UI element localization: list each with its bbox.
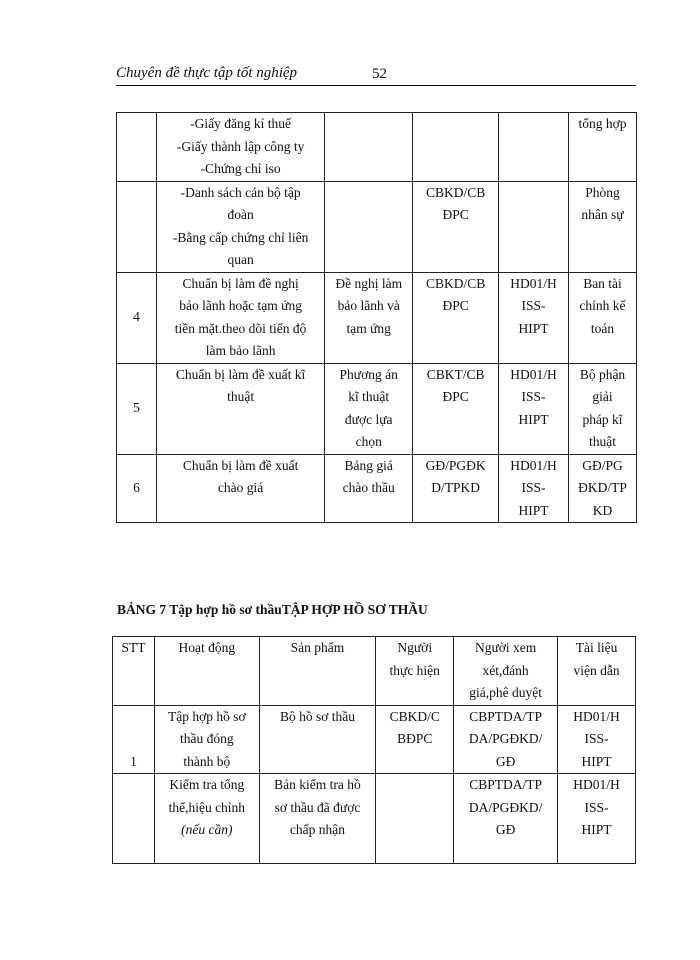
activity-text: đoàn bbox=[227, 207, 254, 222]
page-number: 52 bbox=[372, 66, 387, 82]
guide-text: HD01/H bbox=[510, 366, 557, 382]
product-cell bbox=[259, 705, 376, 774]
performer-text: CBKT/CB bbox=[426, 366, 485, 382]
guide-cell bbox=[499, 272, 569, 363]
performer-cell bbox=[413, 454, 499, 523]
activity-text: -Danh sách cán bộ tập bbox=[180, 184, 301, 200]
reviewer-cell bbox=[454, 774, 558, 864]
reviewer-text: GĐ bbox=[495, 753, 516, 769]
guide-cell bbox=[499, 181, 569, 272]
department-cell bbox=[569, 454, 637, 523]
product-text: tạm ứng bbox=[346, 320, 391, 336]
table-row bbox=[117, 181, 637, 272]
department-text: ĐKD/TP bbox=[578, 480, 627, 495]
department-cell bbox=[569, 113, 637, 182]
activity-cell bbox=[156, 181, 324, 272]
header-guide bbox=[558, 637, 636, 706]
table-row bbox=[113, 774, 636, 864]
guide-cell bbox=[558, 705, 636, 774]
activity-cell bbox=[156, 272, 324, 363]
activity-text: thuật bbox=[227, 389, 255, 404]
activity-text: -Giấy thành lập công ty bbox=[176, 138, 305, 154]
performer-text: ĐPC bbox=[442, 298, 469, 313]
guide-text: ISS- bbox=[584, 731, 609, 746]
department-cell bbox=[569, 272, 637, 363]
performer-cell bbox=[413, 363, 499, 454]
activity-text: Chuẩn bị làm đề xuất kĩ bbox=[175, 366, 306, 382]
activity-text: Chuẩn bị làm đề xuất bbox=[182, 457, 299, 473]
table-7-caption: BẢNG 7 Tập hợp hồ sơ thầuTẬP HỢP HỒ SƠ THẦU bbox=[117, 602, 428, 617]
department-text: giải bbox=[592, 389, 613, 404]
guide-text: HD01/H bbox=[510, 457, 557, 473]
performer-cell bbox=[376, 705, 454, 774]
performer-text: BĐPC bbox=[397, 731, 433, 746]
product-text: chấp nhận bbox=[289, 822, 346, 837]
header-stt bbox=[113, 637, 155, 706]
reviewer-text: GĐ bbox=[495, 822, 516, 837]
reviewer-cell bbox=[454, 705, 558, 774]
product-text: Bản kiểm tra hồ bbox=[274, 777, 361, 792]
header-reviewer bbox=[454, 637, 558, 706]
header-product bbox=[259, 637, 376, 706]
stt-cell bbox=[117, 113, 157, 182]
stt-cell: 5 bbox=[117, 363, 157, 454]
activity-cell bbox=[156, 113, 324, 182]
product-text: bảo lãnh và bbox=[337, 298, 400, 313]
performer-text: CBKD/CB bbox=[425, 275, 486, 291]
department-text: chính kế bbox=[579, 298, 626, 313]
guide-text: ISS- bbox=[521, 480, 546, 495]
activity-text: -Giấy đăng kí thuế bbox=[190, 116, 292, 131]
table-6-continued bbox=[116, 112, 637, 523]
activity-cell bbox=[156, 363, 324, 454]
reviewer-text: DA/PGĐKD/ bbox=[468, 799, 543, 815]
product-text: Đề nghị làm bbox=[335, 275, 403, 291]
activity-text: tiền mặt.theo dõi tiến độ bbox=[174, 320, 307, 336]
product-cell bbox=[325, 113, 413, 182]
department-text: KD bbox=[592, 502, 613, 518]
table-row bbox=[117, 454, 637, 523]
product-cell bbox=[325, 363, 413, 454]
header-text: Tài liệu bbox=[575, 640, 618, 655]
stt-cell bbox=[117, 181, 157, 272]
guide-text: HIPT bbox=[518, 320, 549, 336]
activity-text: thể,hiệu chỉnh bbox=[168, 799, 246, 815]
activity-text: thành bộ bbox=[183, 753, 231, 769]
department-text: nhân sự bbox=[581, 207, 624, 222]
guide-cell bbox=[499, 113, 569, 182]
header-performer bbox=[376, 637, 454, 706]
header-text: thực hiện bbox=[389, 662, 440, 678]
activity-text: bảo lãnh hoặc tạm ứng bbox=[179, 298, 302, 313]
department-text: thuật bbox=[589, 434, 616, 449]
department-text: GĐ/PG bbox=[582, 457, 623, 473]
department-text: Bộ phận bbox=[579, 366, 626, 382]
header-text: viện dẫn bbox=[573, 662, 620, 678]
header-activity bbox=[154, 637, 259, 706]
performer-text: CBKD/C bbox=[389, 708, 440, 724]
activity-cell bbox=[156, 454, 324, 523]
table-row bbox=[113, 705, 636, 774]
activity-text: Kiểm tra tổng bbox=[169, 777, 245, 792]
stt-cell bbox=[113, 774, 155, 864]
document-title: Chuyên đề thực tập tốt nghiệp bbox=[116, 65, 298, 81]
guide-text: HIPT bbox=[518, 411, 549, 427]
guide-text: HD01/H bbox=[510, 275, 557, 291]
performer-text: D/TPKD bbox=[431, 480, 480, 495]
guide-text: HD01/H bbox=[573, 777, 620, 792]
product-text: chọn bbox=[355, 434, 382, 449]
guide-cell bbox=[499, 454, 569, 523]
performer-cell bbox=[413, 272, 499, 363]
header-text: Người bbox=[397, 640, 433, 655]
stt-cell: 4 bbox=[117, 272, 157, 363]
header-text: xét,đánh bbox=[482, 662, 529, 678]
product-cell bbox=[325, 454, 413, 523]
performer-cell bbox=[413, 181, 499, 272]
department-text: pháp kĩ bbox=[582, 411, 623, 427]
department-text: tổng hợp bbox=[578, 116, 627, 131]
product-cell bbox=[259, 774, 376, 864]
product-cell bbox=[325, 272, 413, 363]
stt-cell: 6 bbox=[117, 454, 157, 523]
guide-text: ISS- bbox=[584, 799, 609, 815]
product-text: sơ thầu đã được bbox=[274, 799, 361, 815]
guide-text: HD01/H bbox=[573, 708, 620, 724]
header-text: Sản phẩm bbox=[290, 640, 345, 655]
reviewer-text: CBPTDA/TP bbox=[469, 708, 542, 724]
department-text: toán bbox=[590, 320, 615, 336]
table-row bbox=[117, 363, 637, 454]
table-row bbox=[117, 113, 637, 182]
product-text: Bộ hồ sơ thầu bbox=[279, 708, 355, 724]
activity-text: làm bảo lãnh bbox=[205, 343, 276, 358]
product-text: được lựa bbox=[344, 411, 393, 427]
guide-cell bbox=[558, 774, 636, 864]
activity-text: chào giá bbox=[217, 480, 264, 495]
header-rule bbox=[116, 85, 636, 86]
activity-cell bbox=[154, 705, 259, 774]
performer-text: ĐPC bbox=[442, 389, 469, 404]
guide-text: HIPT bbox=[518, 502, 549, 518]
stt-cell: 1 bbox=[113, 705, 155, 774]
product-text: chào thầu bbox=[342, 480, 395, 495]
product-text: kĩ thuật bbox=[348, 389, 390, 404]
product-cell bbox=[325, 181, 413, 272]
header-text: giá,phê duyệt bbox=[469, 685, 542, 700]
table-header-row bbox=[113, 637, 636, 706]
department-cell bbox=[569, 363, 637, 454]
activity-text: quan bbox=[227, 252, 254, 267]
activity-text: -Bằng cấp chứng chỉ liên bbox=[172, 229, 309, 245]
activity-text: -Chứng chỉ iso bbox=[200, 161, 281, 176]
performer-text: GĐ/PGĐK bbox=[425, 457, 486, 473]
guide-text: ISS- bbox=[521, 298, 546, 313]
guide-text: HIPT bbox=[581, 822, 612, 837]
department-cell bbox=[569, 181, 637, 272]
page-header bbox=[116, 63, 636, 87]
reviewer-text: CBPTDA/TP bbox=[469, 777, 542, 792]
department-text: Ban tài bbox=[583, 275, 622, 291]
activity-text: Chuẩn bị làm đề nghị bbox=[182, 275, 299, 291]
performer-cell bbox=[376, 774, 454, 864]
header-text: Người xem bbox=[474, 640, 537, 655]
guide-text: HIPT bbox=[581, 753, 612, 769]
header-text: Hoạt động bbox=[178, 640, 236, 655]
performer-text: CBKD/CB bbox=[425, 184, 486, 200]
reviewer-text: DA/PGĐKD/ bbox=[468, 731, 543, 746]
product-text: Bảng giá bbox=[344, 457, 393, 473]
table-7 bbox=[112, 636, 636, 864]
activity-note: (nếu cần) bbox=[181, 822, 233, 837]
table-row bbox=[117, 272, 637, 363]
guide-cell bbox=[499, 363, 569, 454]
performer-text: ĐPC bbox=[442, 207, 469, 222]
performer-cell bbox=[413, 113, 499, 182]
activity-text: thầu đóng bbox=[180, 731, 234, 746]
activity-cell bbox=[154, 774, 259, 864]
product-text: Phương án bbox=[339, 366, 398, 382]
guide-text: ISS- bbox=[521, 389, 546, 404]
department-text: Phòng bbox=[585, 184, 620, 200]
activity-text: Tập hợp hồ sơ bbox=[168, 708, 246, 724]
header-text: STT bbox=[121, 640, 146, 655]
